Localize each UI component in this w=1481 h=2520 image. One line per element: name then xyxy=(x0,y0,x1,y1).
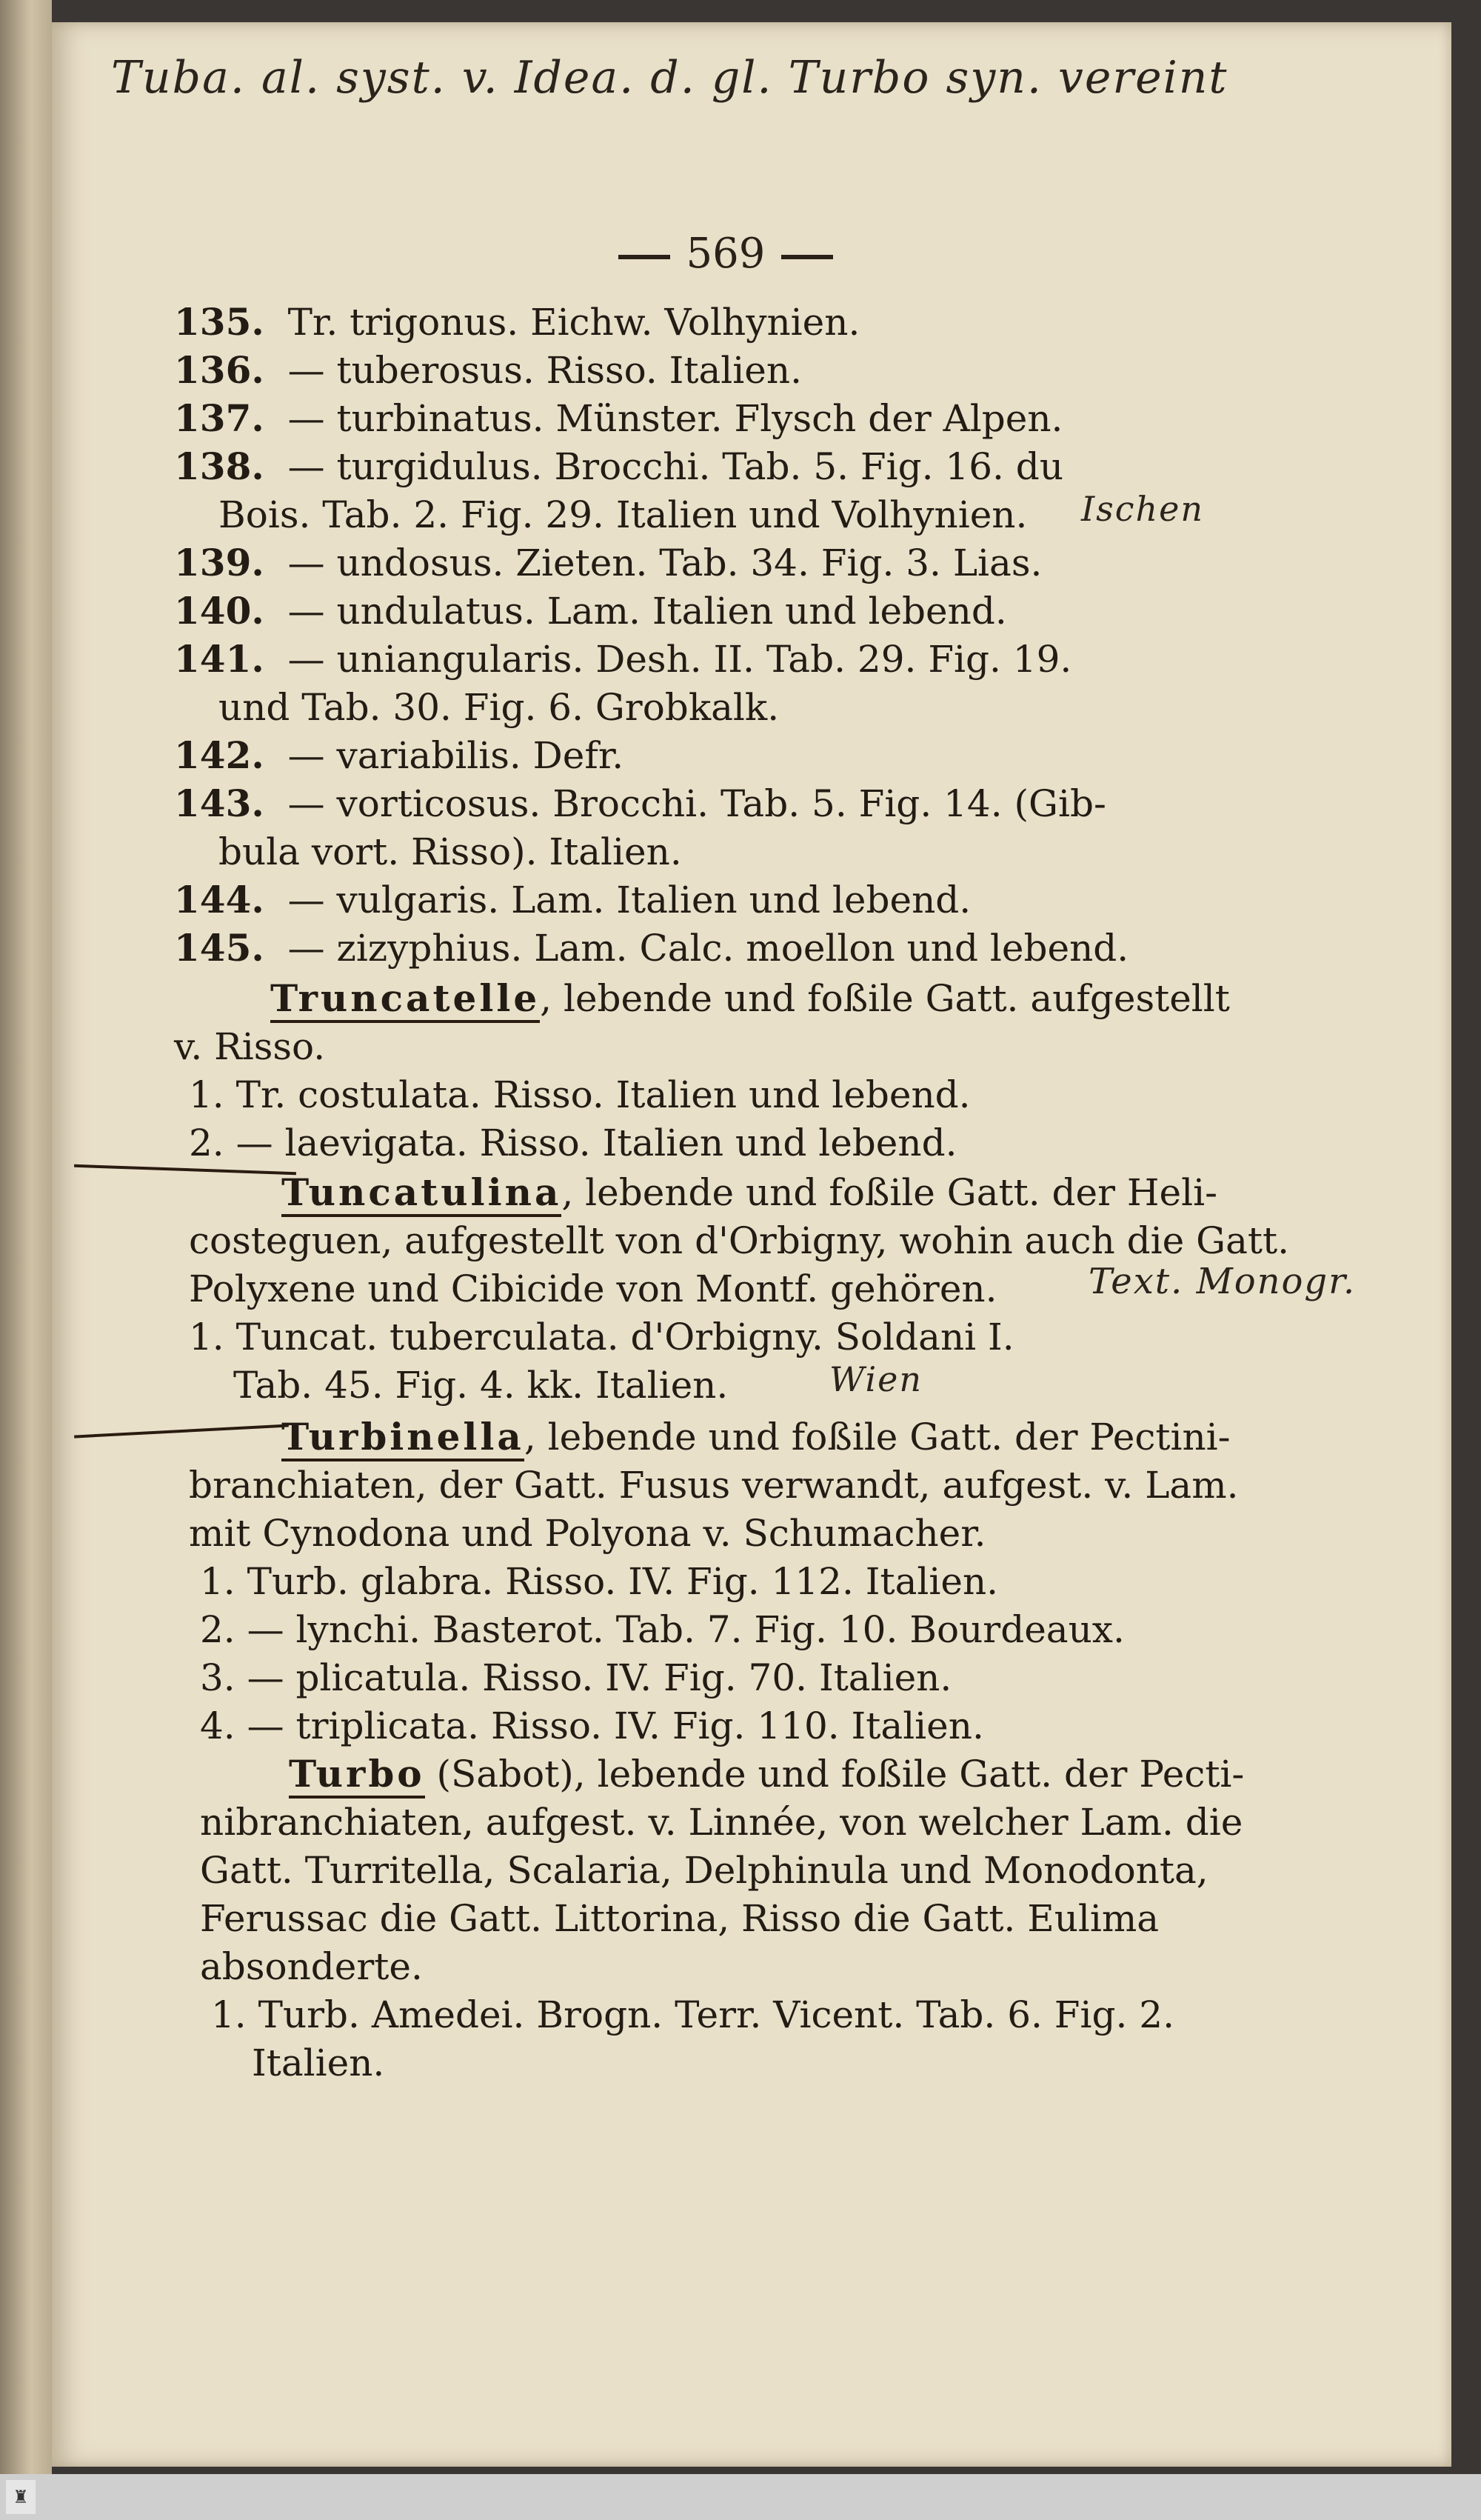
truncatelle-heading: Truncatelle, lebende und foßile Gatt. aufgestellt xyxy=(270,976,1230,1021)
tuncatulina-item-1-cont: Tab. 45. Fig. 4. kk. Italien. xyxy=(233,1364,729,1407)
book-page xyxy=(52,22,1451,2467)
entry-138-cont: Bois. Tab. 2. Fig. 29. Italien und Volhynien. xyxy=(218,493,1028,536)
margin-pen-line-2 xyxy=(74,1424,289,1438)
truncatelle-line2: v. Risso. xyxy=(174,1025,326,1068)
dash-right xyxy=(781,255,833,259)
turbo-line5: absonderte. xyxy=(200,1945,423,1988)
turbo-line3: Gatt. Turritella, Scalaria, Delphinula und Monodonta, xyxy=(200,1849,1208,1892)
turbinella-item-1: 1. Turb. glabra. Risso. IV. Fig. 112. Italien. xyxy=(200,1560,999,1603)
margin-note-tuncatulina-item: Wien xyxy=(829,1359,923,1399)
tuncatulina-line2: costeguen, aufgestellt von d'Orbigny, wohin auch die Gatt. xyxy=(189,1219,1289,1262)
entry-135: 135. Tr. trigonus. Eichw. Volhynien. xyxy=(174,300,860,344)
turbinella-line2: branchiaten, der Gatt. Fusus verwandt, aufgest. v. Lam. xyxy=(189,1464,1239,1507)
turbo-item-1-cont: Italien. xyxy=(252,2041,385,2084)
entry-141-cont: und Tab. 30. Fig. 6. Grobkalk. xyxy=(218,686,780,729)
turbo-heading: Turbo (Sabot), lebende und foßile Gatt. der Pecti- xyxy=(289,1752,1244,1796)
tuncatulina-line3: Polyxene und Cibicide von Montf. gehören. xyxy=(189,1267,997,1310)
entry-143-cont: bula vort. Risso). Italien. xyxy=(218,830,682,873)
entry-140: 140. — undulatus. Lam. Italien und lebend. xyxy=(174,589,1007,633)
margin-note-tuncatulina: Text. Monogr. xyxy=(1089,1261,1357,1302)
turbinella-item-2: 2. — lynchi. Basterot. Tab. 7. Fig. 10. Bourdeaux. xyxy=(200,1608,1125,1651)
entry-142: 142. — variabilis. Defr. xyxy=(174,733,624,777)
entry-144: 144. — vulgaris. Lam. Italien und lebend. xyxy=(174,878,972,921)
page-number xyxy=(52,230,1400,278)
turbo-line2: nibranchiaten, aufgest. v. Linnée, von welcher Lam. die xyxy=(200,1801,1243,1844)
handwritten-header-note: Tuba. al. syst. v. Idea. d. gl. Turbo syn. vereint xyxy=(111,52,1228,104)
turbinella-item-4: 4. — triplicata. Risso. IV. Fig. 110. Italien. xyxy=(200,1704,984,1747)
entry-143: 143. — vorticosus. Brocchi. Tab. 5. Fig. 14. (Gib- xyxy=(174,781,1106,825)
truncatelle-item-1: 1. Tr. costulata. Risso. Italien und lebend. xyxy=(189,1073,971,1116)
left-page-edge xyxy=(0,0,52,2520)
margin-note-138: Ischen xyxy=(1081,489,1205,529)
entry-136: 136. — tuberosus. Risso. Italien. xyxy=(174,348,802,392)
scan-footer-bar xyxy=(0,2474,1481,2520)
library-logo-icon: ♜ xyxy=(6,2480,36,2514)
turbinella-heading: Turbinella, lebende und foßile Gatt. der Pectini- xyxy=(281,1415,1231,1459)
tuncatulina-heading: Tuncatulina, lebende und foßile Gatt. der Heli- xyxy=(281,1170,1217,1215)
entry-137: 137. — turbinatus. Münster. Flysch der Alpen. xyxy=(174,396,1063,440)
dash-left xyxy=(618,255,670,259)
truncatelle-item-2: 2. — laevigata. Risso. Italien und lebend. xyxy=(189,1121,957,1164)
entry-141: 141. — uniangularis. Desh. II. Tab. 29. Fig. 19. xyxy=(174,637,1072,681)
entry-145: 145. — zizyphius. Lam. Calc. moellon und lebend. xyxy=(174,926,1129,970)
turbinella-item-3: 3. — plicatula. Risso. IV. Fig. 70. Italien. xyxy=(200,1656,952,1699)
turbo-item-1: 1. Turb. Amedei. Brogn. Terr. Vicent. Tab. 6. Fig. 2. xyxy=(211,1993,1174,2036)
turbo-line4: Ferussac die Gatt. Littorina, Risso die Gatt. Eulima xyxy=(200,1897,1160,1940)
entry-139: 139. — undosus. Zieten. Tab. 34. Fig. 3. Lias. xyxy=(174,541,1043,584)
entry-138: 138. — turgidulus. Brocchi. Tab. 5. Fig. 16. du xyxy=(174,444,1064,488)
margin-pen-line-1 xyxy=(74,1164,296,1175)
tuncatulina-item-1: 1. Tuncat. tuberculata. d'Orbigny. Soldani I. xyxy=(189,1316,1014,1359)
page-number-text: 569 xyxy=(686,230,766,278)
turbinella-line3: mit Cynodona und Polyona v. Schumacher. xyxy=(189,1512,986,1555)
